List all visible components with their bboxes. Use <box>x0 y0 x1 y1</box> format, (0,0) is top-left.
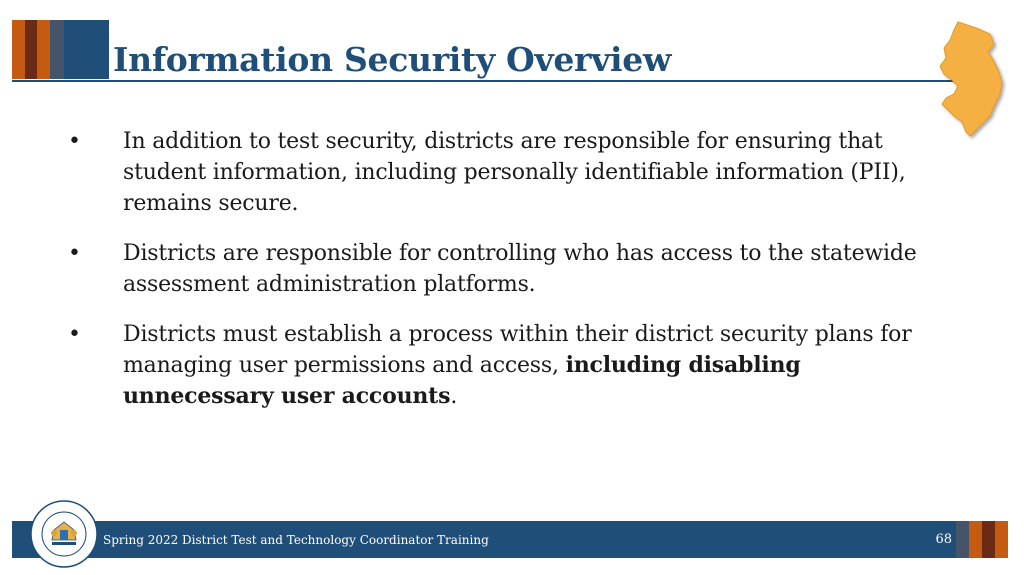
slide-title: Information Security Overview <box>113 40 672 79</box>
footer-stripe <box>969 521 982 558</box>
header-stripe <box>37 20 50 79</box>
bullet-glyph: • <box>68 129 81 154</box>
header-stripe <box>12 20 25 79</box>
footer-stripe <box>995 521 1008 558</box>
bullet-item <box>58 319 918 412</box>
bullet-text <box>123 319 918 412</box>
header-stripe <box>50 20 64 79</box>
page-number: 68 <box>935 532 952 547</box>
bullet-text-bold: including disabling unnecessary user accounts <box>123 352 801 409</box>
footer-stripe <box>982 521 995 558</box>
header-stripe <box>25 20 37 79</box>
footer-stripe <box>956 521 969 558</box>
bullet-item <box>58 238 918 300</box>
header-stripe <box>64 20 109 79</box>
footer-caption: Spring 2022 District Test and Technology Coordinator Training <box>103 533 489 547</box>
new-jersey-map-icon <box>932 18 1010 142</box>
footer-stripes <box>956 521 1008 558</box>
header-stripes <box>12 20 109 79</box>
bullet-glyph: • <box>68 241 81 266</box>
bullet-text-part: . <box>450 384 458 409</box>
title-divider <box>12 80 962 82</box>
bullet-list <box>58 126 918 431</box>
bullet-text-part: Districts must establish a process within their district security plans for managing user permissions and access, <box>123 322 912 378</box>
bullet-glyph: • <box>68 322 81 347</box>
bullet-text: Districts are responsible for controlling who has access to the statewide assessment administration platforms. <box>123 241 917 297</box>
bullet-item <box>58 126 918 219</box>
nj-department-of-education-seal <box>30 500 98 568</box>
bullet-text: In addition to test security, districts are responsible for ensuring that student information, including personally identifiable information (PII), remains secure. <box>123 129 906 216</box>
